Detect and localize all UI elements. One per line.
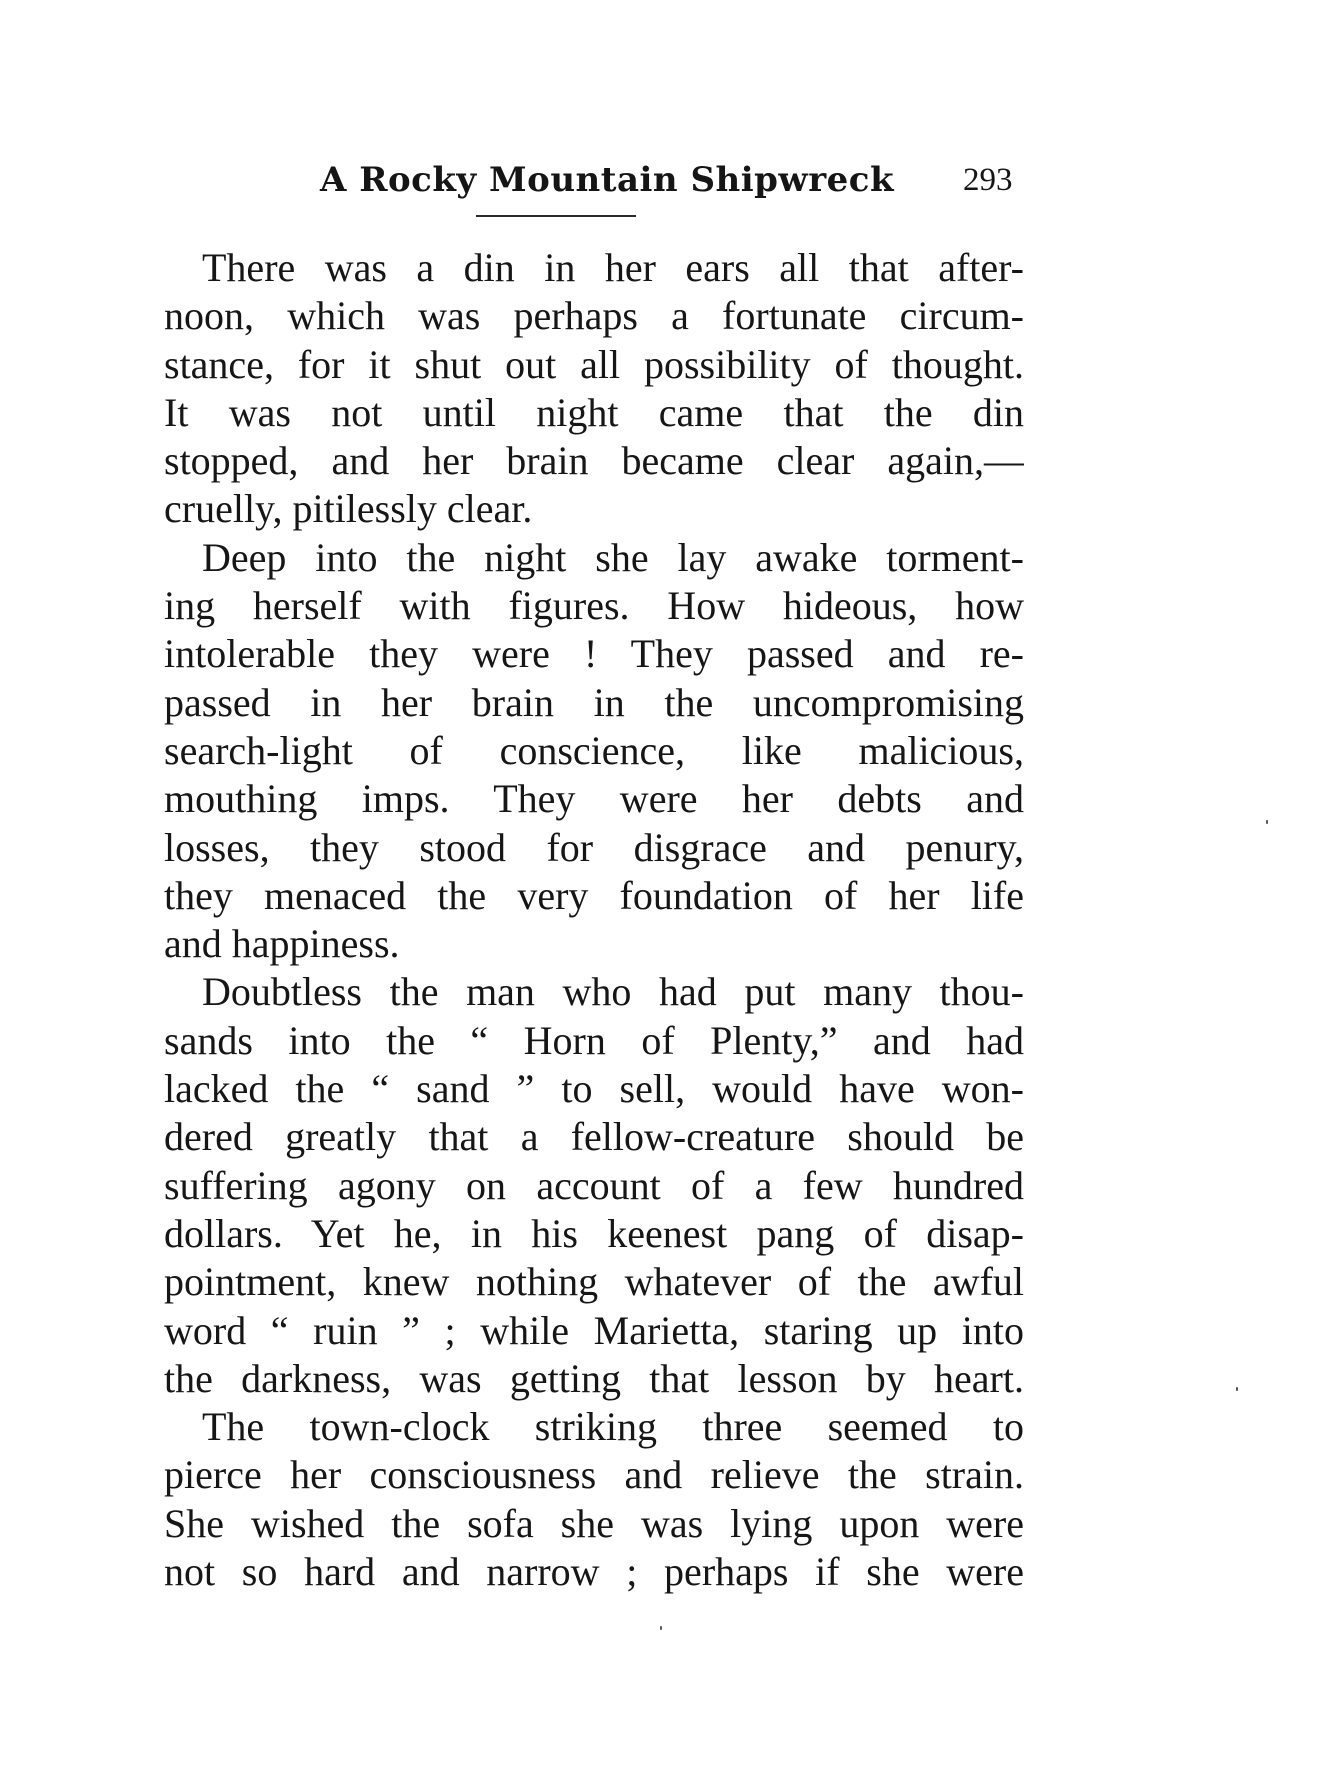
text-line: The town-clock striking three seemed to <box>202 1404 1024 1450</box>
text-line: stopped, and her brain became clear again,— <box>164 438 1024 484</box>
text-line: word “ ruin ” ; while Marietta, staring up into <box>164 1307 1024 1353</box>
text-line: It was not until night came that the din <box>164 389 1024 435</box>
header-rule <box>476 215 636 217</box>
running-title: A Rocky Mountain Shipwreck <box>320 160 894 200</box>
scan-speck <box>1236 1387 1238 1391</box>
paragraph-4 <box>164 1403 1024 1596</box>
text-line: not so hard and narrow ; perhaps if she were <box>164 1549 1024 1595</box>
page-number: 293 <box>963 162 1013 198</box>
paragraph-3 <box>164 968 1024 1403</box>
paragraph-1 <box>164 244 1024 534</box>
text-line: pierce her consciousness and relieve the strain. <box>164 1452 1024 1498</box>
text-line: mouthing imps. They were her debts and <box>164 776 1024 822</box>
text-line: passed in her brain in the uncompromising <box>164 679 1024 725</box>
text-line: There was a din in her ears all that after- <box>202 245 1024 290</box>
scan-speck <box>660 1626 662 1630</box>
text-line: Doubtless the man who had put many thou- <box>202 969 1024 1015</box>
text-line: and happiness. <box>164 921 400 967</box>
text-line: dered greatly that a fellow-creature should be <box>164 1114 1024 1160</box>
text-line: ing herself with figures. How hideous, how <box>164 583 1024 629</box>
text-line: they menaced the very foundation of her life <box>164 872 1024 918</box>
text-line: search-light of conscience, like malicious, <box>164 727 1024 773</box>
text-line: Deep into the night she lay awake torment- <box>202 534 1024 580</box>
text-line: suffering agony on account of a few hundred <box>164 1162 1024 1208</box>
paragraph-2 <box>164 534 1024 969</box>
text-line: noon, which was perhaps a fortunate circum- <box>164 293 1024 339</box>
text-line: losses, they stood for disgrace and penury, <box>164 824 1024 870</box>
text-line: stance, for it shut out all possibility of thought. <box>164 341 1024 387</box>
text-line: She wished the sofa she was lying upon were <box>164 1500 1024 1546</box>
scan-speck <box>1266 820 1268 824</box>
running-head <box>0 160 1332 220</box>
text-line: the darkness, was getting that lesson by heart. <box>164 1355 1024 1401</box>
text-line: dollars. Yet he, in his keenest pang of disap- <box>164 1210 1024 1256</box>
text-line: lacked the “ sand ” to sell, would have won- <box>164 1066 1024 1112</box>
text-line: pointment, knew nothing whatever of the awful <box>164 1259 1024 1305</box>
text-line: sands into the “ Horn of Plenty,” and had <box>164 1017 1024 1063</box>
text-line: cruelly, pitilessly clear. <box>164 486 533 532</box>
text-line: intolerable they were ! They passed and re- <box>164 631 1024 677</box>
body-text <box>164 244 1024 1596</box>
